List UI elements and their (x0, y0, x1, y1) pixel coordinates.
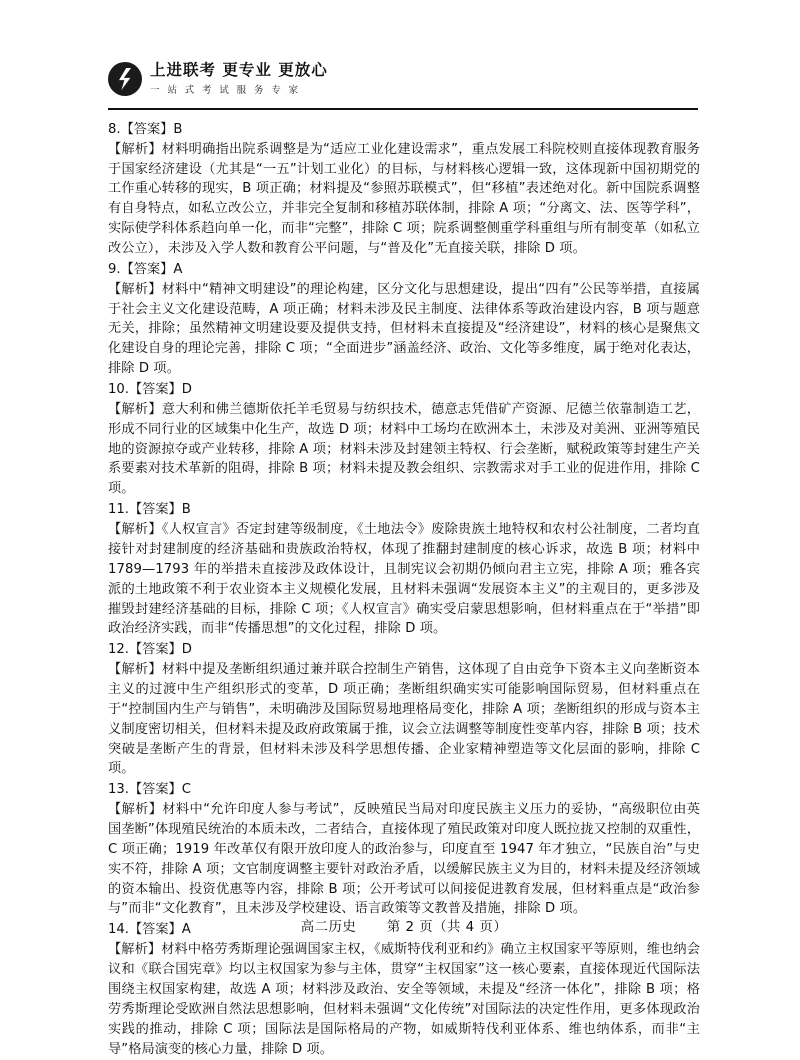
question-number-8: 8 (108, 122, 117, 137)
explanation-11: 【解析】《人权宣言》否定封建等级制度，《土地法令》废除贵族土地特权和农村公社制度，二者均直接针对封建制度的经济基础和贵族政治特权，体现了推翻封建制度的核心诉求，故选 B 项；材料中 1789—1793 年的举措未直接涉及政体设计，且制宪议会初期仍倾向君主立宪，排除 A 项；雅各宾派的土地政策不利于农业资本主义规模化发展，且材料未强调“发展资本主义”的主观目的，更多涉及摧毁封建经济基础的目标，排除 C 项；《人权宣言》确实受启蒙思想影响，但材料重点在于“举措”即政治经济实践，而非“传播思想”的文化过程，排除 D 项。 (108, 521, 700, 637)
page-footer (108, 916, 700, 938)
answer-label-10: 10.【答案】D (108, 382, 192, 398)
brand-text-group (150, 62, 328, 96)
explanation-8: 【解析】材料明确指出院系调整是为“适应工业化建设需求”，重点发展工科院校则直接体现教育服务于国家经济建设（尤其是“一五”计划工业化）的目标，与材料核心逻辑一致，这体现新中国初期党的工作重心转移的现实，B 项正确；材料提及“参照苏联模式”，但“移植”表述绝对化。新中国院系调整有自身特点，如私立改公立，并非完全复制和移植苏联体制，排除 A 项；“分离文、法、医等学科”，实际使学科体系趋向单一化，而非“完整”，排除 C 项；院系调整侧重学科重组与所有制变革（如私立改公立），未涉及入学人数和教育公平问题，与“普及化”无直接关联，排除 D 项。 (108, 141, 700, 257)
answer-block-12 (108, 640, 700, 779)
question-number-9: 9 (108, 262, 117, 278)
explanation-13: 【解析】材料中“允许印度人参与考试”，反映殖民当局对印度民族主义压力的妥协，“高级职位由英国垄断”体现殖民统治的本质未改，二者结合，直接体现了殖民政策对印度人既拉拢又控制的双重性，C 项正确；1919 年改革仅有限开放印度人的政治参与，印度直至 1947 年才独立，“民族自治”与史实不符，排除 A 项；文官制度调整主要针对政治矛盾，以缓解民族主义为目的，材料未提及经济领域的资本输出、投资优惠等内容，排除 B 项；公开考试可以间接促进教育发展，但材料重点是“政治参与”而非“文化教育”，且未涉及学校建设、语言政策等文教普及措施，排除 D 项。 (108, 801, 700, 917)
answer-text-11: 【答案】B (128, 502, 191, 518)
header-divider (108, 108, 698, 110)
answer-block-13 (108, 780, 700, 919)
answer-label-8: 8.【答案】B (108, 122, 183, 137)
explanation-10: 【解析】意大利和佛兰德斯依托羊毛贸易与纺织技术，德意志凭借矿产资源、尼德兰依靠制造工艺，形成不同行业的区域集中化生产，故选 D 项；材料中工场均在欧洲本土，未涉及对美洲、亚洲等殖民地的资源掠夺或产业转移，排除 A 项；材料未涉及封建领主特权、行会垄断，赋税政策等封建生产关系要素对技术革新的阻碍，排除 B 项；材料未提及教会组织、宗教需求对手工业的促进作用，排除 C 项。 (108, 401, 700, 497)
answer-block-10 (108, 380, 700, 499)
footer-subject: 高二历史 (300, 920, 357, 935)
explanation-12: 【解析】材料中提及垄断组织通过兼并联合控制生产销售，这体现了自由竞争下资本主义向垄断资本主义的过渡中生产组织形式的变革，D 项正确；垄断组织确实实可能影响国际贸易，但材料重点在于“控制国内生产与销售”，未明确涉及国际贸易地理格局变化，排除 A 项；垄断组织的形成与资本主义制度密切相关，但材料未提及政府政策属于推，议会立法调整等制度性变革内容，排除 B 项；技术突破是垄断产生的背景，但材料未涉及科学思想传播、企业家精神塑造等文化层面的影响，排除 C 项。 (108, 661, 700, 777)
page-header (108, 62, 698, 114)
answer-label-13: 13.【答案】C (108, 782, 191, 798)
answer-label-11: 11.【答案】B (108, 502, 191, 518)
answer-label-12: 12.【答案】D (108, 642, 192, 658)
answer-text-14: 【答案】A (128, 922, 191, 938)
brand-subtitle: 一 站 式 考 试 服 务 专 家 (150, 85, 301, 97)
question-number-10: 10 (108, 382, 125, 398)
answer-block-8 (108, 120, 700, 259)
footer-page-info: 第 2 页（共 4 页） (386, 920, 508, 935)
brand-title: 上进联考 更专业 更放心 (150, 61, 328, 79)
lightning-circle-logo-icon (108, 62, 142, 96)
question-number-12: 12 (108, 642, 125, 658)
answer-text-8: 【答案】B (120, 122, 183, 137)
answer-text-12: 【答案】D (128, 642, 192, 658)
question-number-11: 11 (108, 502, 125, 518)
answer-label-14: 14.【答案】A (108, 922, 191, 938)
explanation-9: 【解析】材料中“精神文明建设”的理论构建，区分文化与思想建设，提出“四有”公民等举措，直接属于社会主义文化建设范畴，A 项正确；材料未涉及民主制度、法律体系等政治建设内容，B 项与题意无关，排除；虽然精神文明建设要及提供支持，但材料未直接提及“经济建设”，材料的核心是聚焦文化建设自身的理论完善，排除 C 项；“全面进步”涵盖经济、政治、文化等多维度，属于绝对化表达，排除 D 项。 (108, 281, 700, 377)
explanation-14: 【解析】材料中格劳秀斯理论强调国家主权，《威斯特伐利亚和约》确立主权国家平等原则，维也纳会议和《联合国宪章》均以主权国家为参与主体，贯穿“主权国家”这一核心要素，直接体现近代国际法围绕主权国家构建，故选 A 项；材料涉及政治、安全等领域，未提及“经济一体化”，排除 B 项；格劳秀斯理论受欧洲自然法思想影响，但材料未强调“文化传统”对国际法的决定性作用，更多体现政治实践的推动，排除 C 项；国际法是国际格局的产物，如威斯特伐利亚体系、维也纳体系，而非“主导”格局演变的核心力量，排除 D 项。 (108, 941, 700, 1057)
brand-logo (108, 62, 698, 96)
answer-block-14 (108, 920, 700, 1059)
answer-block-9 (108, 260, 700, 379)
answer-text-10: 【答案】D (128, 382, 192, 398)
question-number-13: 13 (108, 782, 125, 798)
answer-label-9: 9.【答案】A (108, 262, 183, 278)
question-number-14: 14 (108, 922, 125, 938)
answer-text-9: 【答案】A (120, 262, 183, 278)
answer-block-11 (108, 500, 700, 639)
answer-text-13: 【答案】C (128, 782, 191, 798)
